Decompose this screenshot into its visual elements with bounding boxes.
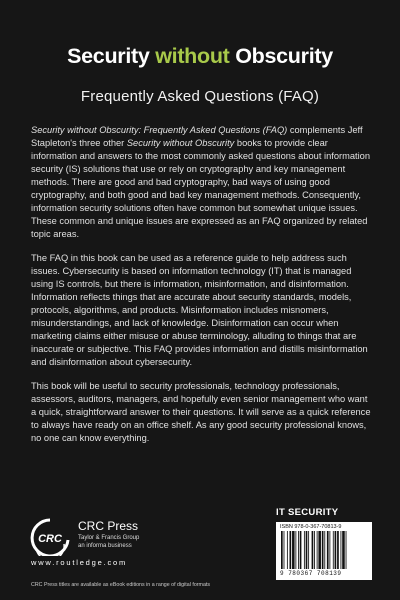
barcode-digits: 9 780367 708139 bbox=[280, 570, 342, 577]
barcode-bar bbox=[329, 531, 330, 569]
barcode-bar bbox=[346, 531, 347, 569]
p1-text-b: books to provide clear information and answers to the most commonly asked questions about information security (IS) solutions that use or rely on cryptography and key management methods. There are good and bad cryptography, bad ways of using good cryptography, and both good and bad key management methods. Consequently, information security solutions often have common but somewhat unique issues. These common and unique issues are expressed as an FAQ organized by related topic areas. bbox=[31, 138, 370, 239]
isbn-text: ISBN 978-0-367-70813-9 bbox=[280, 524, 342, 530]
publisher-group: Taylor & Francis Group bbox=[78, 535, 140, 541]
barcode-bar bbox=[308, 531, 309, 569]
publisher-name: CRC Press bbox=[78, 519, 139, 533]
barcode-bar bbox=[342, 531, 345, 569]
italic-series-title: Security without Obscurity bbox=[126, 138, 235, 148]
barcode-bar bbox=[298, 531, 299, 569]
barcode-bar bbox=[281, 531, 283, 569]
barcode-bar bbox=[300, 531, 302, 569]
book-subtitle: Frequently Asked Questions (FAQ) bbox=[80, 88, 320, 105]
p1-text-a: complements Jeff Stapleton's three other bbox=[31, 125, 363, 148]
category-label: IT SECURITY bbox=[276, 507, 339, 518]
barcode-bar bbox=[290, 531, 292, 569]
description-paragraph-1 bbox=[31, 124, 371, 241]
publisher-url: www.routledge.com bbox=[31, 558, 128, 567]
barcode-bar bbox=[322, 531, 324, 569]
title-part2: Obscurity bbox=[229, 44, 333, 68]
barcode-bar bbox=[312, 531, 314, 569]
title-accent-word: without bbox=[155, 44, 230, 68]
barcode-image bbox=[281, 531, 367, 569]
barcode-bar bbox=[317, 531, 318, 569]
barcode-bar bbox=[333, 531, 334, 569]
barcode-bar bbox=[292, 531, 295, 569]
barcode-bar bbox=[304, 531, 305, 569]
book-title bbox=[0, 44, 400, 69]
barcode-bar bbox=[318, 531, 321, 569]
title-part1: Security bbox=[67, 44, 156, 68]
barcode-bar bbox=[306, 531, 308, 569]
barcode-bar bbox=[335, 531, 337, 569]
description-paragraph-2: The FAQ in this book can be used as a reference guide to help address such issues. Cybersecurity is based on information technology (IT) that is managed using IS controls, but there is information, misinformation, and disinformation. Information reflects things that are accurate about security standards, models, protocols, algorithms, and products. Misinformation includes misnomers, misunderstandings, and lack of knowledge. Disinformation can occur when marketing claims either misuse or abuse terminology, alluding to things that are inaccurate or subjective. This FAQ provides information and distills misinformation and disinformation about cybersecurity. bbox=[31, 253, 368, 367]
barcode-bar bbox=[295, 531, 296, 569]
barcode-bar bbox=[284, 531, 285, 569]
barcode-bar bbox=[327, 531, 329, 569]
barcode-bar bbox=[314, 531, 315, 569]
crc-press-logo bbox=[30, 518, 70, 556]
italic-book-title: Security without Obscurity: Frequently Asked Questions (FAQ) bbox=[31, 125, 288, 135]
description-paragraph-3: This book will be useful to security professionals, technology professionals, assessors, auditors, managers, and hopefully even senior management who want a quick, straightforward answer to their questions. It will serve as a quick reference to always have ready on an office shelf. As any good security professional knows, no one can know everything. bbox=[31, 381, 371, 443]
barcode-bar bbox=[341, 531, 342, 569]
publisher-business: an informa business bbox=[78, 543, 132, 549]
barcode-panel bbox=[276, 522, 372, 580]
barcode-bar bbox=[324, 531, 325, 569]
ebook-note: CRC Press titles are available as eBook editions in a range of digital formats bbox=[31, 582, 211, 588]
logo-text: CRC bbox=[38, 533, 62, 545]
back-cover-description bbox=[31, 124, 371, 456]
barcode-bar bbox=[287, 531, 288, 569]
barcode-bar bbox=[337, 531, 339, 569]
